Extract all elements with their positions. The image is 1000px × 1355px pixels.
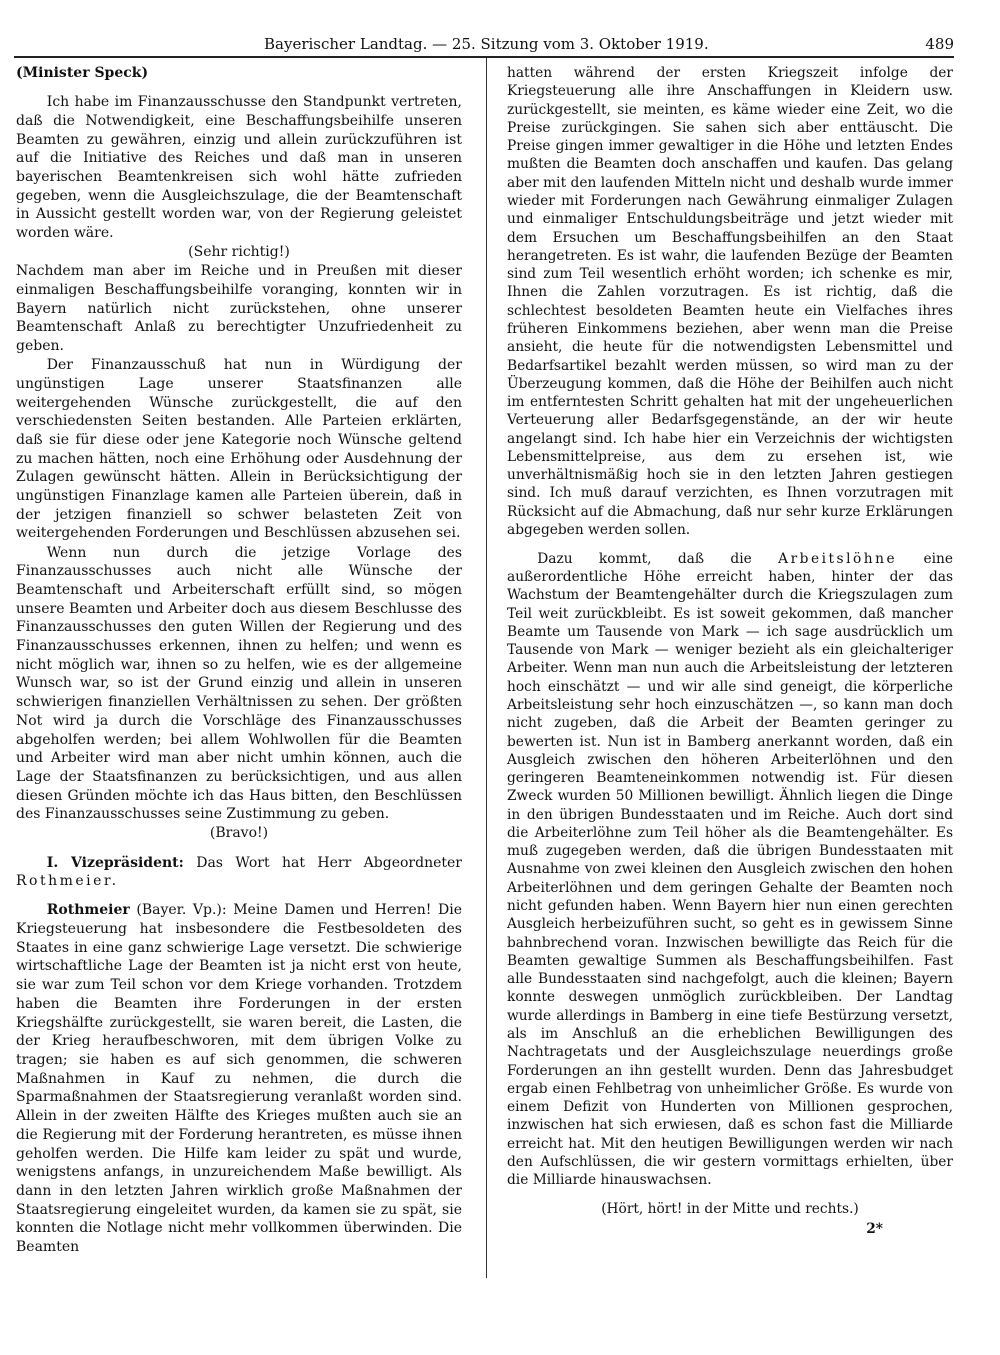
speaker-party: (Bayer. Vp.): bbox=[136, 902, 227, 919]
left-column bbox=[16, 64, 462, 1257]
spacer bbox=[507, 540, 953, 550]
signature-mark: 2* bbox=[866, 1221, 883, 1238]
paragraph-text: Dazu kommt, daß die bbox=[537, 550, 752, 567]
paragraph-text: eine außerordentliche Höhe erreicht haben, hinter der das Wachstum der Beamtengehälter durch die Kriegszulagen zum Teil weit zurückbleibt. Es ist soweit gekommen, daß mancher Beamte um Tausende von Mark — ich sage ausdrücklich um Tausende von Mark — weniger bezieht als ein gleichalteriger Arbeiter. Wenn man nun auch die Arbeitsleistung der letzteren hoch einschätzt — und wir alle sind geneigt, die körperliche Arbeitsleistung sehr hoch einzuschätzen —, so kann man doch nicht zugeben, daß die Arbeit der Beamten geringer zu bewerten ist. Nun ist in Bamberg anerkannt worden, daß ein Ausgleich zwischen den höheren Arbeiterlöhnen und den geringeren Beamteneinkommen notwendig ist. Für diesen Zweck wurden 50 Millionen bewilligt. Ähnlich liegen die Dinge in den übrigen Bundesstaaten und im Reiche. Auch dort sind die Arbeiterlöhne zum Teil höher als die Beamtengehälter. Es muß zugegeben werden, daß die übrigen Bundesstaaten mit Ausnahme von zwei kleinen den Ausgleich zwischen den hohen Arbeiterlöhnen und dem geringen Gehalte der Beamten noch nicht gefunden haben. Wenn Bayern hier nun einen gerechten Ausgleich herbeizuführen sucht, so geht es in gewissem Sinne bahnbrechend voran. Inzwischen bewilligte das Reich für die Beamten gewaltige Summen als Beschaffungsbeihilfen. Fast alle Bundesstaaten sind nachgefolgt, auch die kleinen; Bayern konnte deswegen unmöglich zurückbleiben. Der Landtag wurde allerdings in Bamberg in eine tiefe Bestürzung versetzt, als im Anschluß an die erheblichen Bewilligungen des Nachtragetats und der Ausgleichszulage neuerdings große Forderungen an ihn gestellt wurden. Denn das Jahresbudget ergab einen Fehlbetrag von unheimlicher Größe. Es wurde von einem Defizit von Hunderten von Millionen gesprochen, inzwischen hat sich erwiesen, daß es schon fast die Milliarde erreicht hat. Mit den heutigen Bewilligungen werden wir nach den Aufschlüssen, die wir gestern vormittags erhielten, über die Milliarde hinauswachsen. bbox=[507, 550, 954, 1189]
speaker-name: Rothmeier bbox=[46, 902, 130, 919]
next-speaker-name: Rothmeier. bbox=[16, 873, 119, 890]
spacer bbox=[16, 83, 462, 93]
paragraph: Nachdem man aber im Reiche und in Preußen mit dieser einmaligen Beschaffungsbeihilfe voranging, konnten wir in Bayern natürlich nicht zurückstehen, ohne unserer Beamtenschaft Anlaß zu berechtigter Unzufriedenheit zu geben. bbox=[16, 263, 462, 355]
interjection: (Hört, hört! in der Mitte und rechts.) bbox=[601, 1200, 859, 1217]
speaker-continuation: (Minister Speck) bbox=[16, 65, 149, 81]
chair-text: Das Wort hat Herr Abgeordneter bbox=[196, 854, 462, 871]
paragraph: hatten während der ersten Kriegszeit infolge der Kriegsteuerung alle ihre Anschaffungen in Kleidern usw. zurückgestellt, sie meinten, es käme wieder eine Zeit, wo die Preise zurückgingen. Sie sahen sich aber enttäuscht. Die Preise gingen immer gewaltiger in die Höhe und letzten Endes mußten die Beamten doch anschaffen und kaufen. Das gelang aber mit den laufenden Mitteln nicht und deshalb wurde immer wieder mit Forderungen nach Gewährung einmaliger Zulagen und einmaliger Entschuldungsbeiträge und jetzt wieder mit dem Ersuchen um Beschaffungsbeihilfen an den Staat herangetreten. Es ist wahr, die laufenden Bezüge der Beamten sind zum Teil wesentlich erhöht worden; ich schenke es mir, Ihnen die Zahlen vorzutragen. Es ist richtig, daß die schlechtest besoldeten Beamten heute ein Vielfaches ihres früheren Einkommens beziehen, aber wenn man die Preise ansieht, die heute für die notwendigsten Lebensmittel und Bedarfsartikel bezahlt werden müssen, so wird man zu der Überzeugung kommen, daß die Höhe der Beihilfen auch nicht im entferntesten Schritt gehalten hat mit der ungeheuerlichen Verteuerung aller Bedarfsgegenstände, an der wir heute angelangt sind. Ich habe hier ein Verzeichnis der wichtigsten Lebensmittelpreise, aus dem zu ersehen ist, wie unverhältnismäßig hoch sie in den letzten Jahren gestiegen sind. Ich muß darauf verzichten, es Ihnen vorzutragen mit Rücksicht auf die Abmachung, daß nur sehr kurze Erklärungen abgegeben werden sollen. bbox=[507, 65, 953, 539]
paragraph: Der Finanzausschuß hat nun in Würdigung der ungünstigen Lage unserer Staatsfinanzen alle weitergehenden Wünsche zurückgestellt, die auf den verschiedensten Seiten bestanden. Alle Parteien erklärten, daß sie für diese oder jene Kategorie noch Wünsche geltend zu machen hätten, noch eine Erhöhung oder Ausdehnung der Zulagen gewünscht hätten. Allein in Berücksichtigung der ungünstigen Finanzlage kamen alle Parteien überein, daß in der jetzigen finanziell so schwer belasteten Zeit von weitergehenden Forderungen und Beschlüssen abzusehen sei. bbox=[16, 357, 462, 542]
column-divider bbox=[486, 58, 487, 1278]
right-column bbox=[507, 64, 953, 1239]
spacer bbox=[507, 1190, 953, 1200]
paragraph bbox=[507, 550, 953, 1190]
spacer bbox=[16, 844, 462, 854]
interjection: (Bravo!) bbox=[209, 825, 269, 842]
paragraph: Ich habe im Finanzausschusse den Standpunkt vertreten, daß die Notwendigkeit, eine Beschaffungsbeihilfe unseren Beamten zu gewähren, einzig und allein zurückzuführen ist auf die Initiative des Reiches und daß man in unseren bayerischen Beamtenkreisen sich wohl hätte zufrieden gegeben, wenn die Ausgleichszulage, die der Beamtenschaft in Aussicht gestellt worden war, von der Regierung geleistet worden wäre. bbox=[16, 94, 462, 242]
speech-text: Meine Damen und Herren! Die Kriegsteuerung hat insbesondere die Festbesoldeten des Staates in eine ganz schwierige Lage versetzt. Die schwierige wirtschaftliche Lage der Beamten ist ja nicht erst von heute, sie war zum Teil schon vor dem Kriege vorhanden. Trotzdem haben die Beamten ihre Forderungen in der ersten Kriegshälfte zurückgestellt, sie waren bereit, die Lasten, die der Krieg heraufbeschworen, mit dem übrigen Volke zu tragen; sie haben es auf sich genommen, die schweren Maßnahmen in Kauf zu nehmen, die durch die Sparmaßnahmen der Staatsregierung veranlaßt worden sind. Allein in der zweiten Hälfte des Krieges mußten auch sie an die Regierung mit der Forderung herantreten, es müsse ihnen geholfen werden. Die Hilfe kam leider zu spät und wurde, wenigstens anfangs, in unzureichendem Maße bewilligt. Als dann in den letzten Jahren wirklich große Maßnahmen der Staatsregierung eingeleitet wurden, da kamen sie zu spät, sie konnten die Notlage nicht mehr vollkommen überwinden. Die Beamten bbox=[16, 902, 463, 1256]
chair-label: I. Vizepräsident: bbox=[46, 854, 184, 871]
speech-start bbox=[16, 901, 462, 1256]
page-header bbox=[14, 34, 954, 56]
running-title: Bayerischer Landtag. — 25. Sitzung vom 3. Oktober 1919. bbox=[264, 35, 709, 53]
paragraph: Wenn nun durch die jetzige Vorlage des Finanzausschusses auch nicht alle Wünsche der Beamtenschaft und Arbeiterschaft erfüllt sind, so mögen unsere Beamten und Arbeiter doch aus diesem Beschlusse des Finanzausschusses den guten Willen der Regierung und des Finanzausschusses erkennen, ihnen zu helfen; und wenn es nicht möglich war, ihnen so zu helfen, wie es der allgemeine Wunsch war, so ist der Grund einzig und allein in unseren schwierigen finanziellen Verhältnissen zu sehen. Der größten Not wird ja durch die Vorschläge des Finanzausschusses abgeholfen werden; bei allem Wohlwollen für die Beamten und Arbeiter wird man aber nicht umhin können, auch die Lage der Staatsfinanzen zu berücksichtigen, und aus allen diesen Gründen möchte ich das Haus bitten, den Beschlüssen des Finanzausschusses seine Zustimmung zu geben. bbox=[16, 544, 462, 823]
header-rule bbox=[14, 56, 954, 58]
emphasis-text: Arbeitslöhne bbox=[778, 550, 898, 567]
interjection: (Sehr richtig!) bbox=[188, 244, 290, 261]
chair-statement bbox=[16, 854, 462, 891]
page-number: 489 bbox=[925, 35, 954, 53]
spacer bbox=[16, 891, 462, 901]
